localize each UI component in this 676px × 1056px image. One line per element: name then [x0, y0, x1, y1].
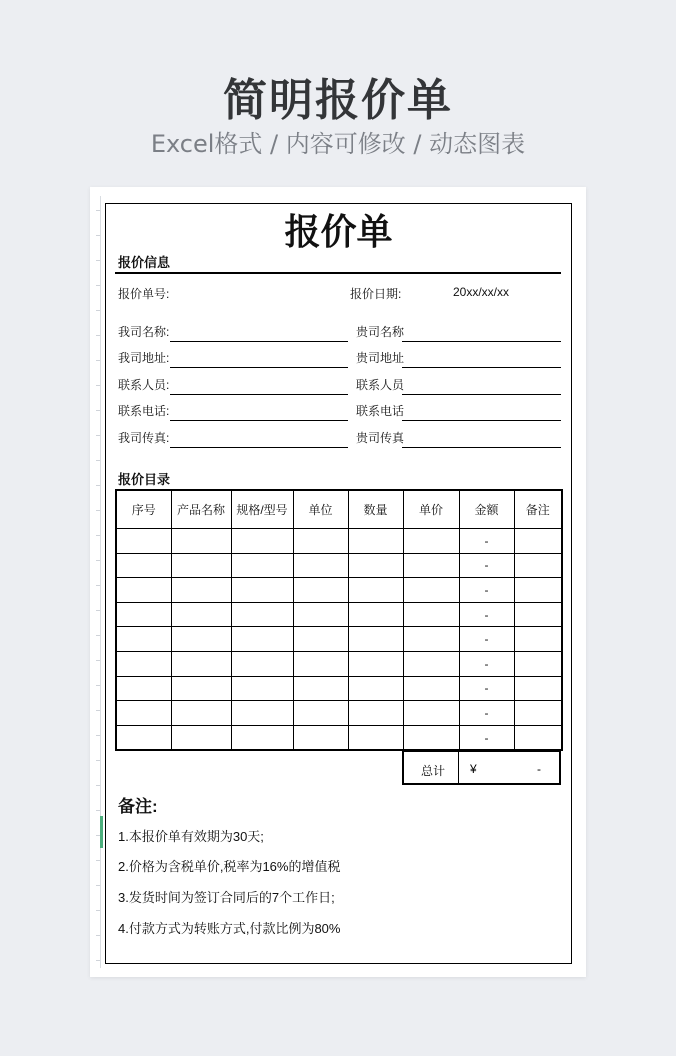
table-cell[interactable]	[116, 651, 171, 676]
client-field-input-line[interactable]	[402, 420, 561, 421]
table-cell[interactable]	[348, 627, 403, 652]
info-section-rule	[115, 272, 561, 274]
column-header: 规格/型号	[231, 490, 293, 529]
notes-title: 备注:	[118, 797, 158, 816]
table-cell[interactable]	[403, 578, 459, 603]
our-field-label: 联系人员:	[118, 378, 170, 392]
hero-title: 简明报价单	[223, 75, 453, 126]
table-cell[interactable]	[293, 725, 348, 750]
table-cell[interactable]	[171, 529, 231, 554]
table-cell[interactable]	[231, 651, 293, 676]
table-cell[interactable]	[403, 529, 459, 554]
table-cell[interactable]	[231, 553, 293, 578]
column-header: 产品名称	[171, 490, 231, 529]
table-row	[116, 725, 562, 750]
sheet-row-tick	[96, 810, 100, 811]
quote-items-table	[115, 489, 563, 751]
column-header: 序号	[116, 490, 171, 529]
sheet-row-tick	[96, 785, 100, 786]
sheet-row-tick	[96, 285, 100, 286]
column-header: 金额	[459, 490, 514, 529]
table-cell[interactable]	[171, 701, 231, 726]
table-cell[interactable]	[293, 529, 348, 554]
table-cell[interactable]	[231, 529, 293, 554]
sheet-row-tick	[96, 335, 100, 336]
table-row	[116, 627, 562, 652]
sheet-row-tick	[96, 910, 100, 911]
sheet-row-tick	[96, 435, 100, 436]
table-cell[interactable]: -	[459, 627, 514, 652]
sheet-row-tick	[96, 960, 100, 961]
table-cell[interactable]: -	[459, 701, 514, 726]
note-line: 3.发货时间为签订合同后的7个工作日;	[118, 890, 335, 905]
our-field-input-line[interactable]	[170, 420, 348, 421]
table-cell[interactable]	[231, 725, 293, 750]
table-cell[interactable]	[293, 627, 348, 652]
sheet-row-tick	[96, 710, 100, 711]
table-cell[interactable]	[514, 627, 562, 652]
table-cell[interactable]: -	[459, 529, 514, 554]
table-cell[interactable]	[403, 725, 459, 750]
client-field-input-line[interactable]	[402, 447, 561, 448]
table-cell[interactable]	[171, 725, 231, 750]
sheet-row-tick	[96, 585, 100, 586]
table-cell[interactable]	[293, 701, 348, 726]
column-header: 数量	[348, 490, 403, 529]
table-cell[interactable]	[231, 602, 293, 627]
table-cell[interactable]	[348, 529, 403, 554]
table-cell[interactable]: -	[459, 676, 514, 701]
table-cell[interactable]	[403, 701, 459, 726]
table-cell[interactable]	[514, 701, 562, 726]
table-cell[interactable]	[514, 529, 562, 554]
table-row	[116, 701, 562, 726]
table-cell[interactable]	[293, 676, 348, 701]
table-cell[interactable]	[116, 725, 171, 750]
sheet-row-tick	[96, 460, 100, 461]
sheet-row-tick	[96, 485, 100, 486]
table-cell[interactable]	[231, 701, 293, 726]
column-header: 单价	[403, 490, 459, 529]
table-cell[interactable]: -	[459, 602, 514, 627]
table-row	[116, 602, 562, 627]
table-cell[interactable]	[171, 602, 231, 627]
table-cell[interactable]	[231, 676, 293, 701]
sheet-gridline	[100, 196, 101, 968]
table-row	[116, 553, 562, 578]
sheet-row-tick	[96, 560, 100, 561]
table-row	[116, 651, 562, 676]
our-field-label: 我司地址:	[118, 351, 170, 365]
table-cell[interactable]: -	[459, 651, 514, 676]
table-cell[interactable]	[116, 676, 171, 701]
table-cell[interactable]	[171, 578, 231, 603]
sheet-row-tick	[96, 535, 100, 536]
sheet-row-tick	[96, 735, 100, 736]
our-field-label: 联系电话:	[118, 404, 170, 418]
table-cell[interactable]	[293, 651, 348, 676]
client-field-input-line[interactable]	[402, 367, 561, 368]
table-cell[interactable]	[514, 651, 562, 676]
info-section-heading: 报价信息	[118, 255, 171, 270]
table-cell[interactable]	[171, 553, 231, 578]
sheet-row-tick	[96, 660, 100, 661]
table-cell[interactable]	[116, 553, 171, 578]
sheet-row-tick	[96, 210, 100, 211]
sheet-row-tick	[96, 410, 100, 411]
client-field-label: 贵司传真	[356, 431, 405, 445]
table-row	[116, 529, 562, 554]
table-cell[interactable]	[293, 602, 348, 627]
table-cell[interactable]	[116, 578, 171, 603]
quote-number-label: 报价单号:	[118, 287, 170, 301]
catalog-section-heading: 报价目录	[118, 472, 171, 487]
note-line: 1.本报价单有效期为30天;	[118, 829, 264, 844]
sheet-row-tick	[96, 385, 100, 386]
sheet-row-tick	[96, 235, 100, 236]
total-box	[402, 751, 561, 785]
our-field-input-line[interactable]	[170, 367, 348, 368]
table-cell[interactable]	[293, 553, 348, 578]
table-cell[interactable]	[514, 725, 562, 750]
note-line: 2.价格为含税单价,税率为16%的增值税	[118, 859, 341, 874]
table-cell[interactable]	[116, 602, 171, 627]
table-cell[interactable]	[403, 676, 459, 701]
our-field-label: 我司名称:	[118, 325, 170, 339]
sheet-row-tick	[96, 885, 100, 886]
table-cell[interactable]	[171, 676, 231, 701]
client-field-label: 贵司地址	[356, 351, 405, 365]
table-cell[interactable]	[403, 627, 459, 652]
sheet-row-tick	[96, 310, 100, 311]
client-field-input-line[interactable]	[402, 394, 561, 395]
hero-subtitle: Excel格式 / 内容可修改 / 动态图表	[150, 130, 526, 158]
column-header: 单位	[293, 490, 348, 529]
table-cell[interactable]	[348, 578, 403, 603]
table-cell[interactable]	[116, 627, 171, 652]
quote-date-value[interactable]: 20xx/xx/xx	[453, 285, 510, 299]
table-cell[interactable]	[293, 578, 348, 603]
sheet-row-tick	[96, 635, 100, 636]
table-cell[interactable]	[514, 676, 562, 701]
document-title: 报价单	[284, 211, 393, 252]
total-label: 总计	[421, 764, 446, 778]
sheet-row-tick	[96, 510, 100, 511]
our-field-label: 我司传真:	[118, 431, 170, 445]
sheet-row-tick	[96, 935, 100, 936]
table-cell[interactable]	[348, 553, 403, 578]
table-cell[interactable]	[116, 529, 171, 554]
client-field-label: 联系人员	[356, 378, 405, 392]
client-field-label: 贵司名称	[356, 325, 405, 339]
table-cell[interactable]	[348, 602, 403, 627]
our-field-input-line[interactable]	[170, 341, 348, 342]
table-cell[interactable]: -	[459, 725, 514, 750]
table-cell[interactable]	[348, 725, 403, 750]
table-cell[interactable]	[231, 627, 293, 652]
sheet-row-tick	[96, 760, 100, 761]
client-field-label: 联系电话	[356, 404, 405, 418]
table-row	[116, 578, 562, 603]
selected-row-marker	[100, 816, 103, 848]
table-cell[interactable]	[116, 701, 171, 726]
table-cell[interactable]	[514, 578, 562, 603]
table-cell[interactable]	[403, 553, 459, 578]
table-cell[interactable]	[348, 701, 403, 726]
total-value[interactable]: -	[537, 762, 541, 776]
note-line: 4.付款方式为转账方式,付款比例为80%	[118, 921, 341, 936]
total-currency: ¥	[470, 762, 477, 776]
table-cell[interactable]	[348, 676, 403, 701]
table-cell[interactable]	[403, 602, 459, 627]
table-cell[interactable]	[171, 627, 231, 652]
table-row	[116, 676, 562, 701]
client-field-input-line[interactable]	[402, 341, 561, 342]
our-field-input-line[interactable]	[170, 394, 348, 395]
table-cell[interactable]: -	[459, 553, 514, 578]
table-cell[interactable]	[231, 578, 293, 603]
sheet-row-tick	[96, 260, 100, 261]
sheet-row-tick	[96, 860, 100, 861]
sheet-row-tick	[96, 360, 100, 361]
our-field-input-line[interactable]	[170, 447, 348, 448]
table-cell[interactable]	[171, 651, 231, 676]
table-cell[interactable]: -	[459, 578, 514, 603]
table-cell[interactable]	[514, 602, 562, 627]
table-cell[interactable]	[348, 651, 403, 676]
table-cell[interactable]	[403, 651, 459, 676]
sheet-row-tick	[96, 685, 100, 686]
column-header: 备注	[514, 490, 562, 529]
sheet-row-tick	[96, 610, 100, 611]
table-cell[interactable]	[514, 553, 562, 578]
quote-date-label: 报价日期:	[350, 287, 402, 301]
